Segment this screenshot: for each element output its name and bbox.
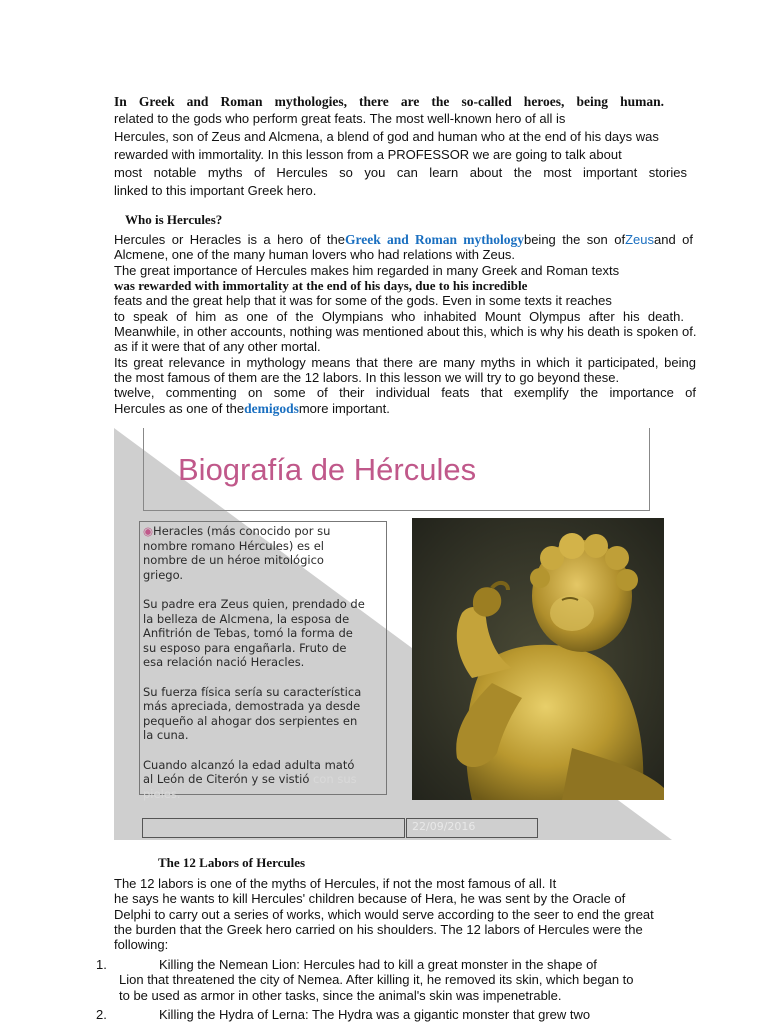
intro-line-3: Hercules, son of Zeus and Alcmena, a blend of god and human who at the end of his days was — [114, 129, 659, 144]
who-line-8: as if it were that of any other mortal. — [114, 339, 321, 354]
slide-p3-line-4: la cuna. — [143, 728, 189, 743]
slide-p2-line-1: Su padre era Zeus quien, prendado de — [143, 596, 365, 611]
labors-line-1: The 12 labors is one of the myths of Hercules, if not the most famous of all. It — [114, 876, 557, 891]
labors-line-4: the burden that the Greek hero carried on his shoulders. The 12 labors of Hercules were the — [114, 922, 643, 937]
who-line-5: feats and the great help that it was for some of the gods. Even in some texts it reaches — [114, 293, 612, 308]
slide-paragraph-4 — [143, 758, 383, 802]
intro-line-2: related to the gods who perform great feats. The most well-known hero of all is — [114, 111, 566, 126]
labors-line-3: Delphi to carry out a series of works, which would serve according to the seer to end the great — [114, 907, 654, 922]
who-line-1-text-b: being the son of — [523, 232, 626, 247]
who-line-12 — [114, 400, 390, 417]
hercules-statue-photo — [412, 518, 664, 800]
slide-p1-line-4: griego. — [143, 567, 184, 582]
who-line-11: twelve, commenting on some of their individual feats that exemplify the importance of — [114, 385, 696, 400]
slide-paragraph-2 — [143, 597, 383, 670]
slide-p2-line-3: Anfitrión de Tebas, tomó la forma de — [143, 626, 353, 641]
slide-p2-line-4: su esposo para engañarla. Fruto de — [143, 640, 347, 655]
slide-date: 22/09/2016 — [412, 820, 476, 833]
list-item-number: 1. — [96, 957, 107, 972]
intro-line-4: rewarded with immortality. In this lesson from a PROFESSOR we are going to talk about — [114, 147, 622, 162]
labors-heading: The 12 Labors of Hercules — [158, 855, 306, 870]
slide-p4-line-1: Cuando alcanzó la edad adulta mató — [143, 757, 355, 772]
slide-footer-box — [142, 818, 405, 838]
list-item-line: to be used as armor in other tasks, since the animal's skin was impenetrable. — [119, 988, 562, 1003]
slide-p3-line-2: más apreciada, demostrada ya desde — [143, 699, 361, 714]
who-heading: Who is Hercules? — [125, 212, 223, 227]
slide-p4-line-3: pieles. — [143, 786, 181, 801]
slide-p1-line-3: nombre de un héroe mitológico — [143, 553, 324, 568]
demigods-link[interactable]: demigods — [244, 401, 299, 416]
who-line-6: to speak of him as one of the Olympians who inhabited Mount Olympus after his death. — [114, 309, 684, 324]
slide-p1-line-2: nombre romano Hércules) es el — [143, 538, 324, 553]
slide-text — [143, 524, 383, 816]
who-line-4: was rewarded with immortality at the end of his days, due to his incredible — [114, 278, 528, 293]
who-line-2: Alcmene, one of the many human lovers who had relations with Zeus. — [114, 247, 516, 262]
labors-line-2: he says he wants to kill Hercules' children because of Hera, he was sent by the Oracle of — [114, 891, 626, 906]
slide-p4-line-2-faded: con sus — [313, 772, 357, 787]
slide-paragraph-3 — [143, 685, 383, 743]
labors-line-5: following: — [114, 937, 169, 952]
slide-title: Biografía de Hércules — [178, 452, 477, 487]
slide-paragraph-1 — [143, 524, 383, 582]
slide-p2-line-2: la belleza de Alcmena, la esposa de — [143, 611, 350, 626]
who-line-12-text-b: more important. — [298, 401, 390, 416]
slide-p3-line-1: Su fuerza física sería su característica — [143, 684, 362, 699]
intro-line-1: In Greek and Roman mythologies, there are the so-called heroes, being human. — [114, 94, 664, 109]
who-line-7: Meanwhile, in other accounts, nothing was mentioned about this, which is why his death is spoken of. — [114, 324, 697, 339]
list-item-number: 2. — [96, 1007, 107, 1022]
slide-bullet-icon: ◉ — [143, 524, 154, 538]
slide-image — [114, 428, 672, 840]
list-item-first-line: Killing the Nemean Lion: Hercules had to kill a great monster in the shape of — [159, 957, 597, 972]
who-line-9: Its great relevance in mythology means that there are many myths in which it participated, being — [114, 355, 696, 370]
who-line-1-text-a: Hercules or Heracles is a hero of the — [114, 232, 345, 247]
list-item-line: Lion that threatened the city of Nemea. After killing it, he removed its skin, which began to — [119, 972, 634, 987]
who-line-1-text-c: and of — [653, 232, 693, 247]
slide-p4-line-2: al León de Citerón y se vistió — [143, 772, 314, 787]
who-line-10: the most famous of them are the 12 labors. In this lesson we will try to go beyond these. — [114, 370, 620, 385]
greek-roman-mythology-link[interactable]: Greek and Roman mythology — [345, 232, 524, 247]
who-line-3: The great importance of Hercules makes him regarded in many Greek and Roman texts — [114, 263, 620, 278]
slide-p3-line-3: pequeño al ahogar dos serpientes en — [143, 713, 358, 728]
zeus-link[interactable]: Zeus — [625, 232, 654, 247]
intro-line-5: most notable myths of Hercules so you can learn about the most important stories — [114, 165, 687, 180]
list-item-first-line: Killing the Hydra of Lerna: The Hydra was a gigantic monster that grew two — [159, 1007, 591, 1022]
intro-line-6: linked to this important Greek hero. — [114, 183, 317, 198]
slide-p2-line-5: esa relación nació Heracles. — [143, 655, 305, 670]
slide-p1-line-1: Heracles (más conocido por su — [153, 524, 331, 538]
who-line-12-text-a: Hercules as one of the — [114, 401, 245, 416]
